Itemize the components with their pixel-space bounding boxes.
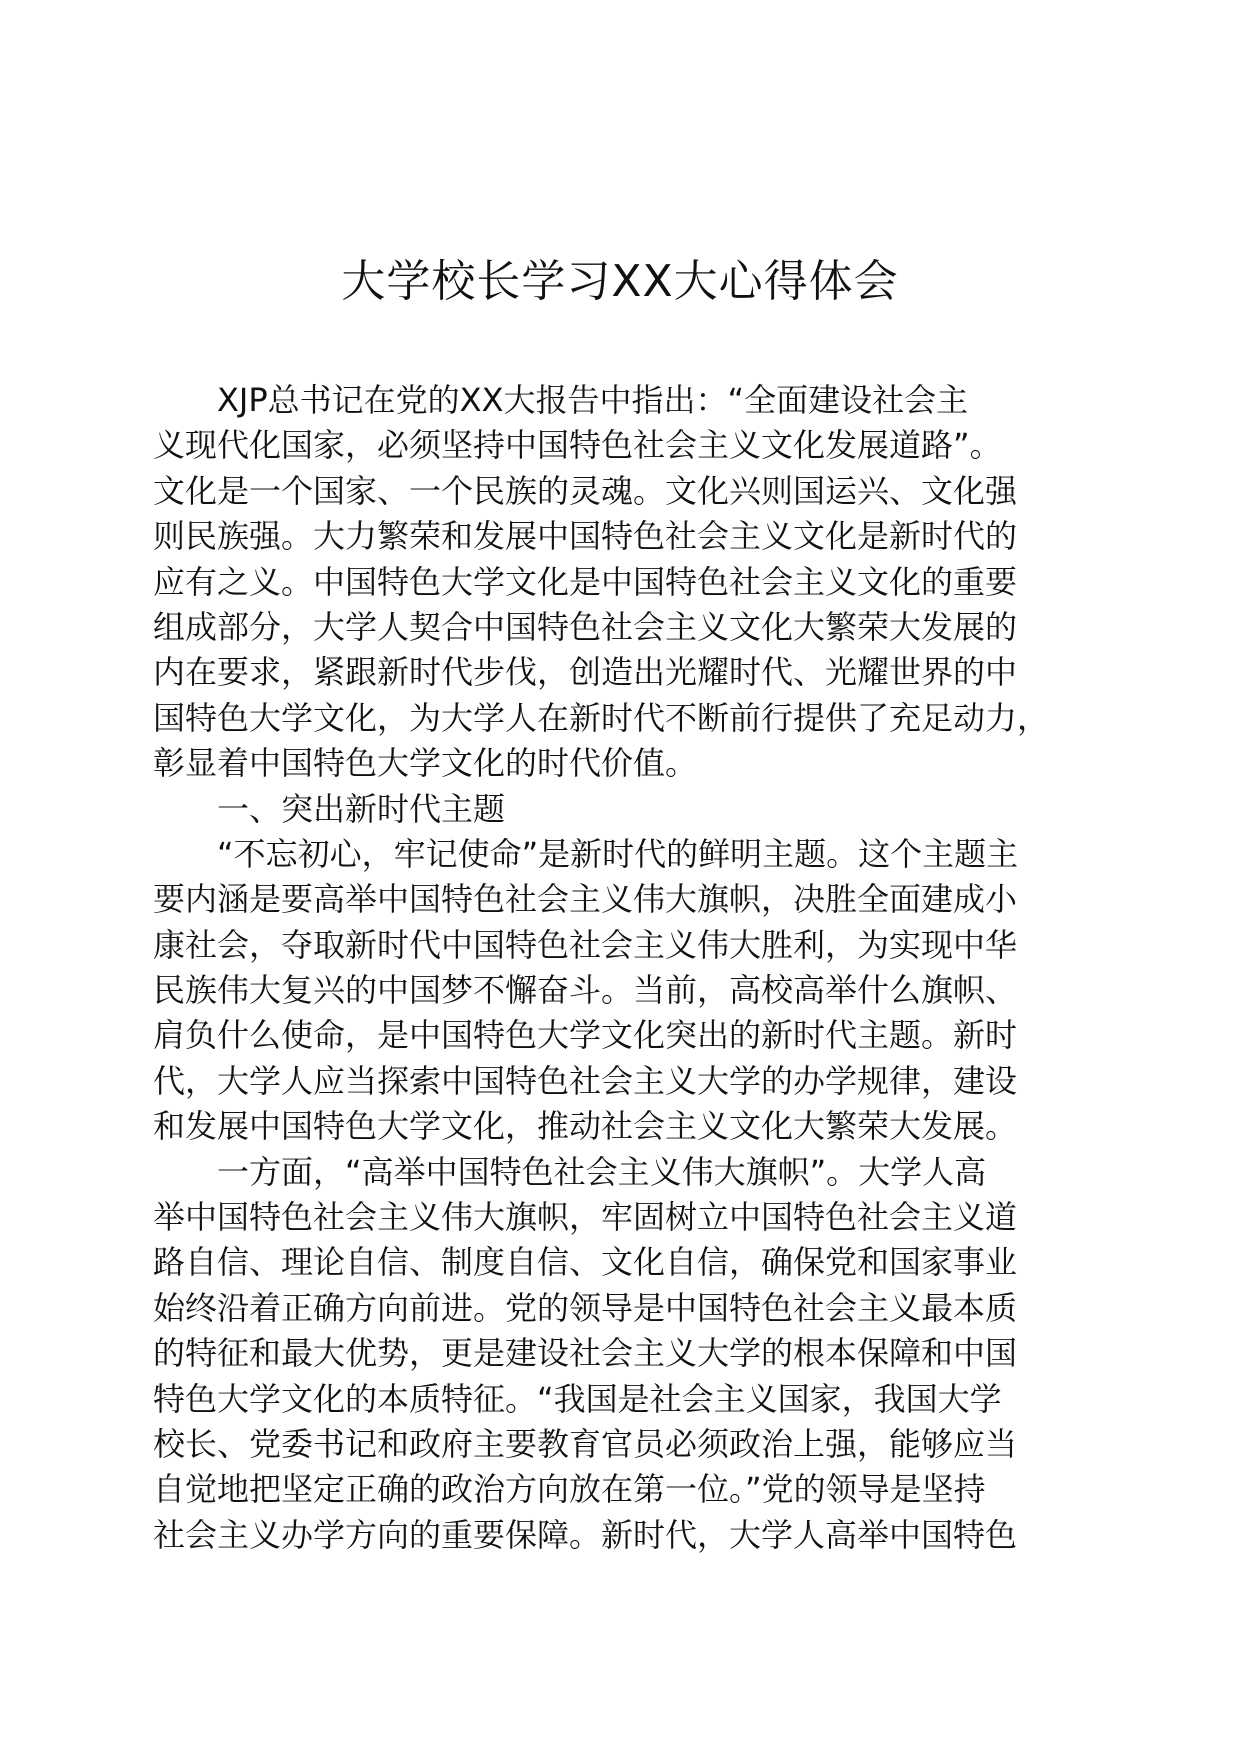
text-line: 和发展中国特色大学文化，推动社会主义文化大繁荣大发展。 (153, 1107, 1018, 1146)
text-line: 国特色大学文化，为大学人在新时代不断前行提供了充足动力， (153, 698, 1050, 737)
text-line: 代，大学人应当探索中国特色社会主义大学的办学规律，建设 (153, 1061, 1018, 1100)
document-body (153, 378, 1083, 1558)
text-line: 内在要求，紧跟新时代步伐，创造出光耀时代、光耀世界的中 (153, 653, 1018, 692)
text-line: 要内涵是要高举中国特色社会主义伟大旗帜，决胜全面建成小 (153, 880, 1018, 919)
text-line: 肩负什么使命，是中国特色大学文化突出的新时代主题。新时 (153, 1016, 1018, 1055)
text-line: 的特征和最大优势，更是建设社会主义大学的根本保障和中国 (153, 1334, 1018, 1373)
text-line: 始终沿着正确方向前进。党的领导是中国特色社会主义最本质 (153, 1288, 1018, 1327)
text-line: 康社会，夺取新时代中国特色社会主义伟大胜利，为实现中华 (153, 925, 1018, 964)
text-line: 一方面，“高举中国特色社会主义伟大旗帜”。大学人高 (217, 1152, 987, 1191)
text-line: 校长、党委书记和政府主要教育官员必须政治上强，能够应当 (153, 1424, 1018, 1463)
text-line: 组成部分，大学人契合中国特色社会主义文化大繁荣大发展的 (153, 607, 1018, 646)
text-line: 应有之义。中国特色大学文化是中国特色社会主义文化的重要 (153, 562, 1018, 601)
text-line: 民族伟大复兴的中国梦不懈奋斗。当前，高校高举什么旗帜、 (153, 971, 1018, 1010)
text-line: XJP总书记在党的XX大报告中指出：“全面建设社会主 (217, 381, 969, 419)
text-line: “不忘初心，牢记使命”是新时代的鲜明主题。这个主题主 (217, 834, 1019, 873)
text-line: 自觉地把坚定正确的政治方向放在第一位。”党的领导是坚持 (153, 1470, 986, 1509)
text-line: 则民族强。大力繁荣和发展中国特色社会主义文化是新时代的 (153, 517, 1018, 556)
text-line: 社会主义办学方向的重要保障。新时代，大学人高举中国特色 (153, 1515, 1018, 1554)
text-line: 义现代化国家，必须坚持中国特色社会主义文化发展道路”。 (153, 426, 1002, 465)
text-line: 彰显着中国特色大学文化的时代价值。 (153, 744, 698, 783)
text-line: 举中国特色社会主义伟大旗帜，牢固树立中国特色社会主义道 (153, 1198, 1018, 1237)
text-line: 一、突出新时代主题 (217, 789, 506, 828)
text-line: 文化是一个国家、一个民族的灵魂。文化兴则国运兴、文化强 (153, 471, 1018, 510)
document-title: 大学校长学习XX大心得体会 (341, 256, 899, 307)
text-line: 特色大学文化的本质特征。“我国是社会主义国家，我国大学 (153, 1379, 1002, 1418)
text-line: 路自信、理论自信、制度自信、文化自信，确保党和国家事业 (153, 1243, 1018, 1282)
